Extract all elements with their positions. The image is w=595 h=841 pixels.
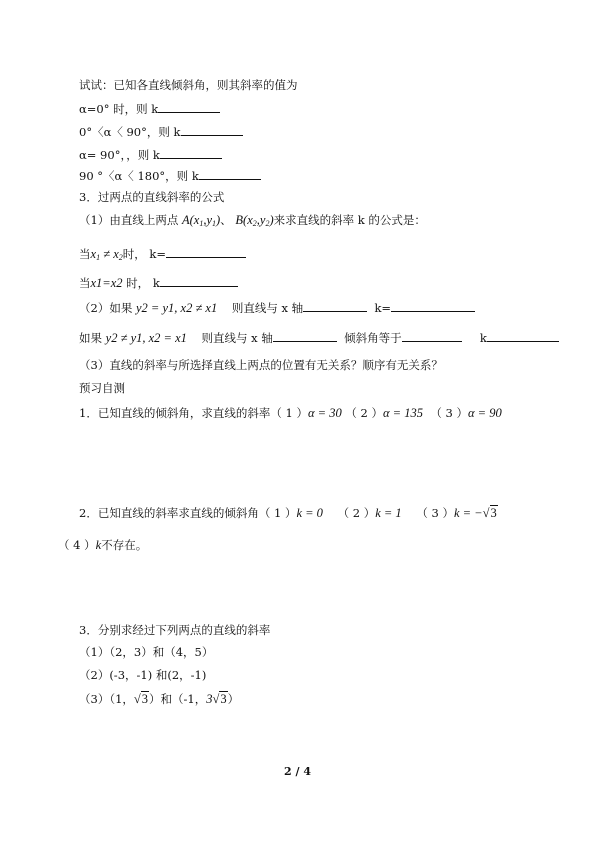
row-3: α= 90°，，则 k [79,147,222,162]
section-3-title: 3．过两点的直线斜率的公式 [79,190,225,204]
preview-title: 预习自测 [79,381,125,395]
page-number: 2 / 4 [284,765,311,778]
row-4: 90 °〈α〈 180°，则 k [79,168,261,183]
p3-question: （3）直线的斜率与所选择直线上两点的位置有无关系？顺序有无关系？ [79,358,443,372]
question-1: 1．已知直线的倾斜角，求直线的斜率（ 1 ）α = 30 （ 2 ）α = 135 （ 3 ）α = 90 [79,406,502,420]
question-3: 3．分别求经过下列两点的直线的斜率 [79,623,271,637]
row-2: 0°〈α〈 90°，则 k [79,124,243,139]
p2-line-a: （2）如果 y2 = y1, x2 ≠ x1 则直线与 x 轴 k= [79,300,475,315]
question-2-part-4: （ 4 ）k不存在。 [58,538,148,552]
when-x-neq: 当$x_1 \ne x_2$时， k= [79,246,246,265]
q3-item-1: （1）（2，3）和（4，5） [79,645,214,659]
question-2: 2．已知直线的斜率求直线的倾斜角（ 1 ）k = 0 （ 2 ）k = 1 （ 3 ）k = −√3 [79,506,497,520]
q3-item-2: （2）(-3，-1) 和(2，-1) [79,668,207,682]
intro-line: 试试：已知各直线倾斜角，则其斜率的值为 [79,78,298,92]
row-1: α=0° 时，则 k [79,101,220,116]
when-x-eq: 当x1=x2 时， k [79,275,238,290]
q3-item-3: （3）（1，√3）和（-1，3√3） [79,692,240,706]
p2-line-b: 如果 y2 ≠ y1, x2 = x1 则直线与 x 轴 倾斜角等于 k [79,330,559,345]
formula-line: （1）由直线上两点 $A(x_1,y_1)$、 $B(x_2,y_2)$来求直线的斜率 k 的公式是： [79,213,426,228]
